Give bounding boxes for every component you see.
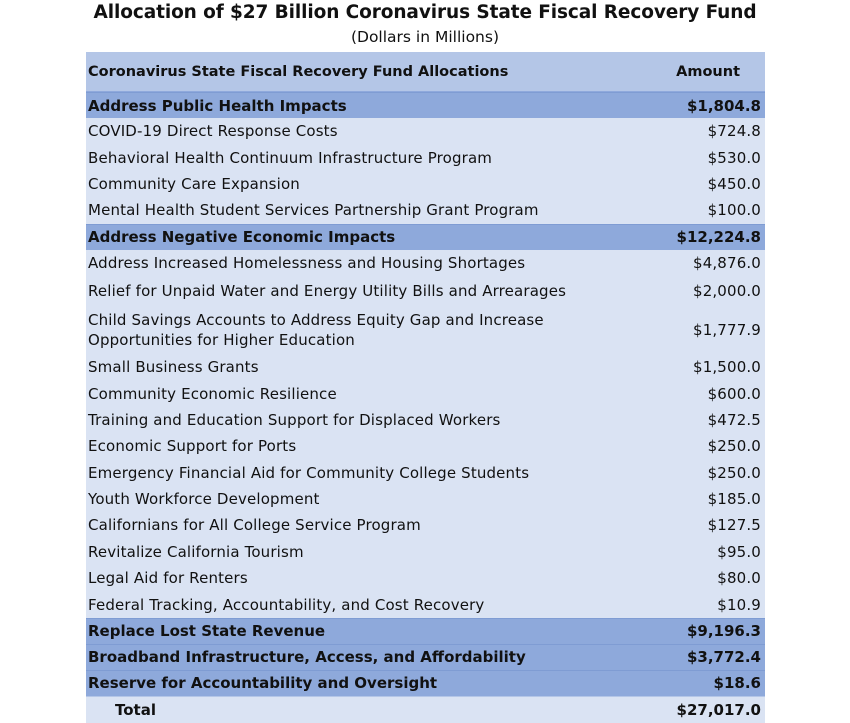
total-row: [86, 696, 765, 723]
row-amount: $472.5: [707, 410, 761, 429]
document-subtitle: (Dollars in Millions): [350, 28, 500, 46]
row-amount: $530.0: [707, 148, 761, 167]
group-label: Address Negative Economic Impacts: [88, 228, 396, 247]
row-amount: $95.0: [717, 542, 761, 561]
group-label: Replace Lost State Revenue: [88, 622, 326, 641]
row-label: Community Economic Resilience: [88, 384, 337, 403]
table-group-row: [86, 618, 765, 644]
row-label: Training and Education Support for Displaced Workers: [88, 410, 501, 429]
table-row: [86, 144, 765, 170]
table-header-row: [86, 52, 765, 92]
row-amount: $600.0: [707, 384, 761, 403]
row-amount: $1,777.9: [693, 320, 761, 339]
row-label: Californians for All College Service Program: [88, 516, 421, 535]
header-label: Coronavirus State Fiscal Recovery Fund Allocations: [88, 63, 509, 80]
group-label: Reserve for Accountability and Oversight: [88, 674, 438, 693]
row-label: Behavioral Health Continuum Infrastructure Program: [88, 148, 493, 167]
table-row: [86, 171, 765, 197]
group-amount: $18.6: [713, 674, 761, 693]
table-row: [86, 591, 765, 617]
row-amount: $250.0: [707, 463, 761, 482]
table-row: [86, 250, 765, 276]
row-label: Relief for Unpaid Water and Energy Utility Bills and Arrearages: [88, 281, 567, 300]
table-group-row: [86, 644, 765, 670]
table-row: [86, 276, 765, 306]
row-label: Address Increased Homelessness and Housing Shortages: [88, 253, 526, 272]
table-group-row: [86, 670, 765, 696]
table-row: [86, 433, 765, 459]
table-row: [86, 306, 765, 354]
group-label: Address Public Health Impacts: [88, 96, 347, 115]
row-label: Revitalize California Tourism: [88, 542, 304, 561]
table-group-row: [86, 92, 765, 118]
table-group-row: [86, 224, 765, 250]
row-label: Youth Workforce Development: [88, 490, 320, 509]
table-row: [86, 539, 765, 565]
row-amount: $185.0: [707, 490, 761, 509]
allocation-table: [86, 52, 765, 723]
group-amount: $12,224.8: [676, 228, 761, 247]
header-amount: Amount: [676, 63, 740, 80]
row-amount: $100.0: [707, 201, 761, 220]
table-row: [86, 380, 765, 406]
table-row: [86, 486, 765, 512]
group-amount: $3,772.4: [686, 648, 761, 667]
row-amount: $250.0: [707, 437, 761, 456]
row-label: Federal Tracking, Accountability, and Cost Recovery: [88, 595, 485, 614]
table-row: [86, 197, 765, 223]
group-label: Broadband Infrastructure, Access, and Affordability: [88, 648, 526, 667]
row-amount: $127.5: [707, 516, 761, 535]
table-row: [86, 118, 765, 144]
total-label: Total: [115, 700, 156, 719]
row-label: Small Business Grants: [88, 358, 259, 377]
row-amount: $80.0: [717, 569, 761, 588]
table-row: [86, 565, 765, 591]
row-label: Emergency Financial Aid for Community College Students: [88, 463, 530, 482]
total-amount: $27,017.0: [676, 700, 761, 719]
row-amount: $1,500.0: [693, 358, 761, 377]
table-row: [86, 460, 765, 486]
table-row: [86, 512, 765, 538]
row-amount: $4,876.0: [693, 253, 761, 272]
row-amount: $724.8: [707, 122, 761, 141]
table-body: [86, 92, 765, 696]
row-amount: $10.9: [717, 595, 761, 614]
row-label: COVID-19 Direct Response Costs: [88, 122, 338, 141]
row-amount: $2,000.0: [693, 281, 761, 300]
row-label: Mental Health Student Services Partnership Grant Program: [88, 201, 539, 220]
row-label: Economic Support for Ports: [88, 437, 297, 456]
group-amount: $9,196.3: [686, 622, 761, 641]
group-amount: $1,804.8: [686, 96, 761, 115]
document-title: Allocation of $27 Billion Coronavirus State Fiscal Recovery Fund: [93, 2, 757, 23]
table-row: [86, 407, 765, 433]
row-amount: $450.0: [707, 174, 761, 193]
row-label: Community Care Expansion: [88, 174, 300, 193]
row-label: Legal Aid for Renters: [88, 569, 248, 588]
row-label: Child Savings Accounts to Address Equity Gap and Increase Opportunities for Higher Education: [88, 310, 544, 349]
table-row: [86, 354, 765, 380]
